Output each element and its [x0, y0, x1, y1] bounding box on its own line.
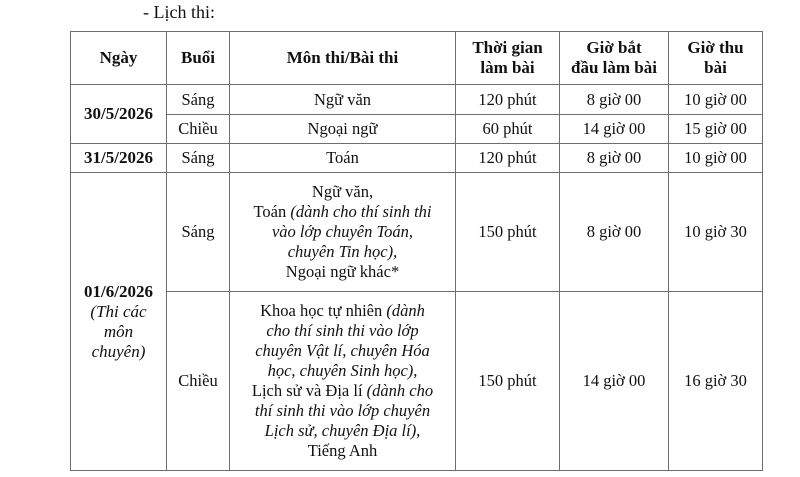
table-row — [71, 85, 763, 115]
start-time-cell: 8 giờ 00 — [560, 144, 669, 173]
subject-cell: Ngoại ngữ — [230, 115, 456, 144]
date-note: chuyên) — [91, 341, 146, 361]
session-cell: Sáng — [167, 85, 230, 115]
end-time-cell: 10 giờ 00 — [669, 85, 763, 115]
session-cell: Sáng — [167, 144, 230, 173]
duration-cell: 120 phút — [456, 144, 560, 173]
header-end-time: Giờ thu bài — [669, 32, 763, 85]
end-time-cell: 15 giờ 00 — [669, 115, 763, 144]
header-start-time: Giờ bắt đầu làm bài — [560, 32, 669, 85]
end-time-cell: 16 giờ 30 — [669, 292, 763, 471]
table-row — [71, 173, 763, 292]
table-row — [71, 292, 763, 471]
session-cell: Chiều — [167, 292, 230, 471]
date-note: môn — [103, 321, 134, 341]
duration-cell: 60 phút — [456, 115, 560, 144]
subject-cell: Khoa học tự nhiên (dành cho thí sinh thi vào lớp chuyên Vật lí, chuyên Hóa học, chuyên Sinh học), Lịch sử và Địa lí (dành cho thí sinh thi vào lớp chuyên Lịch sử, chuyên Địa lí), Tiếng Anh — [230, 292, 456, 471]
duration-cell: 150 phút — [456, 292, 560, 471]
start-time-cell: 8 giờ 00 — [560, 173, 669, 292]
end-time-cell: 10 giờ 30 — [669, 173, 763, 292]
table-row — [71, 144, 763, 173]
end-time-cell: 10 giờ 00 — [669, 144, 763, 173]
start-time-cell: 14 giờ 00 — [560, 115, 669, 144]
header-subject: Môn thi/Bài thi — [230, 32, 456, 85]
table-header-row — [71, 32, 763, 85]
header-duration: Thời gian làm bài — [456, 32, 560, 85]
session-cell: Chiều — [167, 115, 230, 144]
date-value: 01/6/2026 — [84, 281, 153, 301]
subject-cell: Ngữ văn — [230, 85, 456, 115]
date-cell — [71, 173, 167, 471]
subject-cell: Toán — [230, 144, 456, 173]
header-day: Ngày — [71, 32, 167, 85]
table-row — [71, 115, 763, 144]
session-cell: Sáng — [167, 173, 230, 292]
date-note: (Thi các — [90, 301, 147, 321]
start-time-cell: 8 giờ 00 — [560, 85, 669, 115]
subject-cell: Ngữ văn, Toán (dành cho thí sinh thi vào lớp chuyên Toán, chuyên Tin học), Ngoại ngữ khác* — [230, 173, 456, 292]
section-heading: - Lịch thi: — [143, 2, 215, 22]
duration-cell: 120 phút — [456, 85, 560, 115]
exam-schedule-table — [70, 31, 763, 471]
date-cell: 31/5/2026 — [71, 144, 167, 173]
start-time-cell: 14 giờ 00 — [560, 292, 669, 471]
date-cell: 30/5/2026 — [71, 85, 167, 144]
header-session: Buổi — [167, 32, 230, 85]
duration-cell: 150 phút — [456, 173, 560, 292]
